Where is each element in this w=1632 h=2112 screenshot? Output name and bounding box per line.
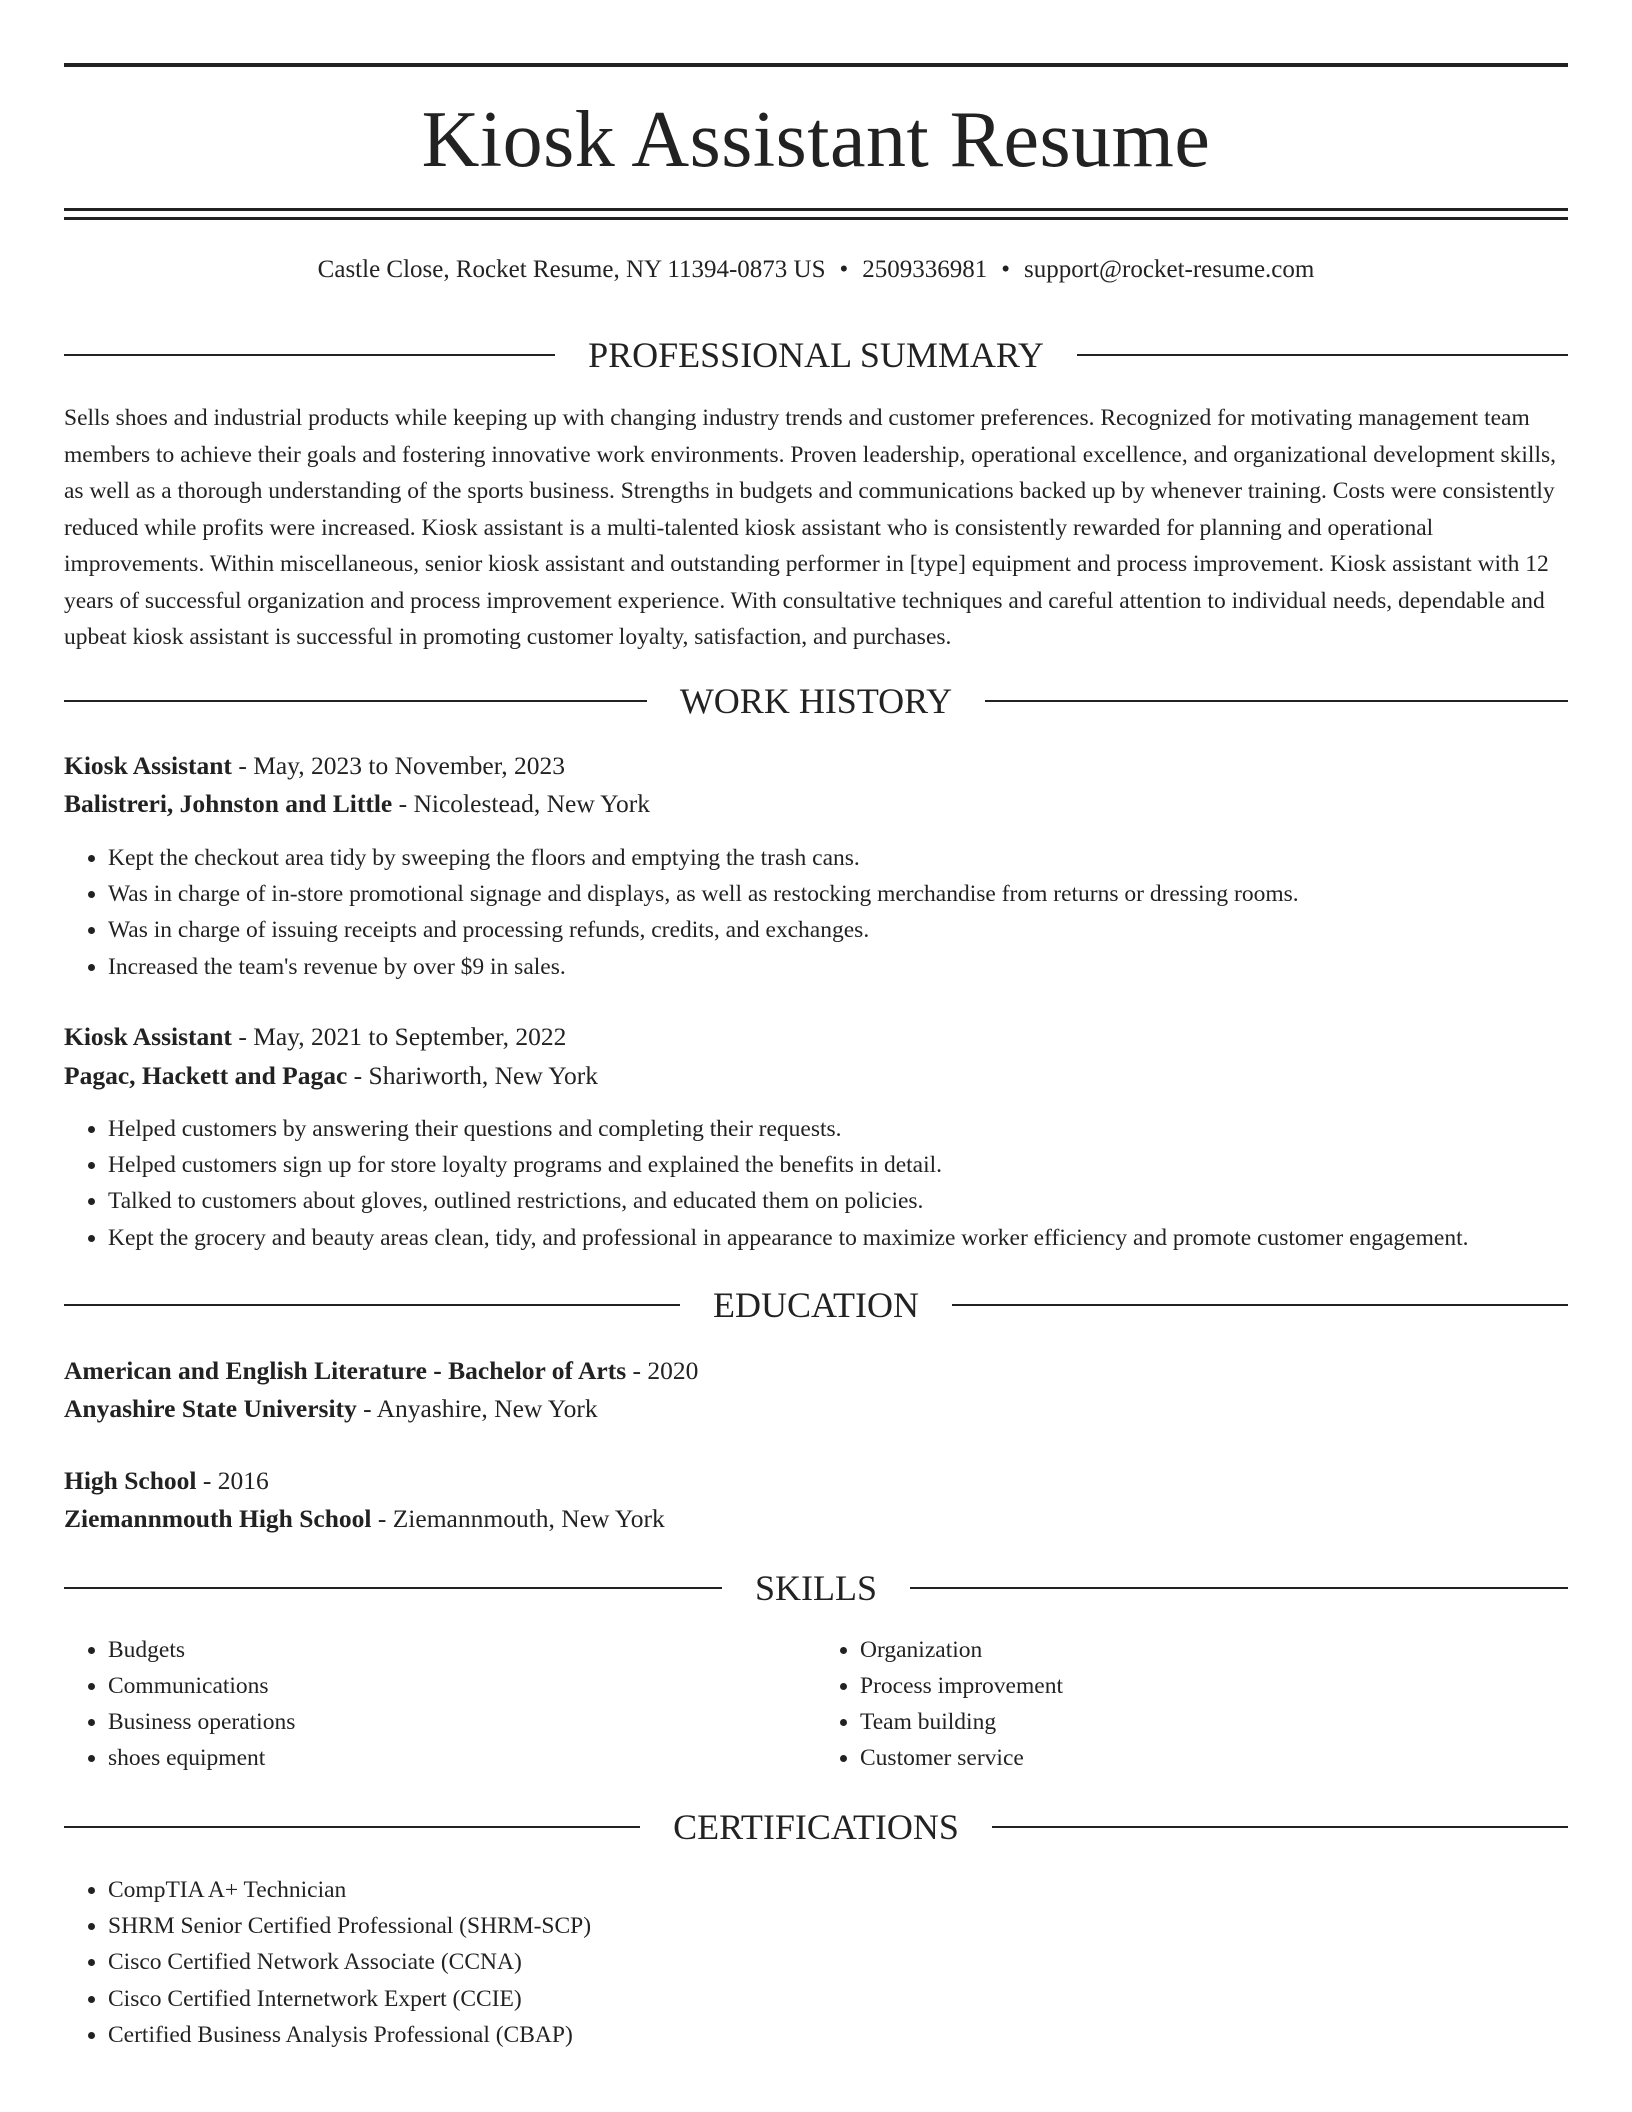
list-item: • Helped customers by answering their questions and completing their requests. bbox=[108, 1111, 1568, 1147]
list-item: • Organization bbox=[860, 1632, 1568, 1668]
job-company-line bbox=[64, 785, 1568, 823]
list-item: • Business operations bbox=[108, 1704, 816, 1740]
list-item: • CompTIA A+ Technician bbox=[108, 1872, 1568, 1908]
list-item: • Talked to customers about gloves, outlined restrictions, and educated them on policies. bbox=[108, 1183, 1568, 1219]
list-item: • Was in charge of in-store promotional signage and displays, as well as restocking merchandise from returns or dressing rooms. bbox=[108, 876, 1568, 912]
title-double-rule bbox=[64, 208, 1568, 220]
education-school-line bbox=[64, 1390, 1568, 1428]
education-location: Anyashire, New York bbox=[376, 1394, 598, 1423]
section-title: PROFESSIONAL SUMMARY bbox=[588, 335, 1044, 375]
education-year: 2016 bbox=[217, 1466, 269, 1495]
heading-rule-left bbox=[64, 1826, 640, 1828]
education-location: Ziemannmouth, New York bbox=[392, 1504, 665, 1533]
heading-rule-right bbox=[992, 1826, 1568, 1828]
certifications-list bbox=[64, 1872, 1568, 2053]
list-item: • SHRM Senior Certified Professional (SHRM-SCP) bbox=[108, 1908, 1568, 1944]
list-item: • Customer service bbox=[860, 1740, 1568, 1776]
dash: - bbox=[231, 1022, 254, 1051]
heading-rule-left bbox=[64, 1304, 680, 1306]
job-title: Kiosk Assistant bbox=[64, 751, 232, 780]
summary-text: Sells shoes and industrial products while keeping up with changing industry trends and customer preferences. Recognized for motivating management team members to achieve their goals and fostering innovative work environments. Proven leadership, operational excellence, and organizational development skills, as well as a thorough understanding of the sports business. Strengths in budgets and communications backed up by whenever training. Costs were consistently reduced while profits were increased. Kiosk assistant is a multi-talented kiosk assistant who is consistently rewarded for planning and operational improvements. Within miscellaneous, senior kiosk assistant and outstanding performer in [type] equipment and process improvement. Kiosk assistant with 12 years of successful organization and process improvement experience. With consultative techniques and careful attention to individual needs, dependable and upbeat kiosk assistant is successful in promoting customer loyalty, satisfaction, and purchases. bbox=[64, 405, 1557, 650]
education-school: Ziemannmouth High School bbox=[64, 1504, 372, 1533]
list-item: • Team building bbox=[860, 1704, 1568, 1740]
section-title: CERTIFICATIONS bbox=[673, 1807, 959, 1847]
dash: - bbox=[356, 1394, 377, 1423]
section-title: WORK HISTORY bbox=[679, 681, 953, 721]
top-rule bbox=[64, 63, 1568, 67]
section-heading-certifications bbox=[64, 1805, 1568, 1849]
education-degree-line bbox=[64, 1352, 1568, 1390]
list-item: • Increased the team's revenue by over $9 in sales. bbox=[108, 949, 1568, 985]
heading-rule-left bbox=[64, 354, 555, 356]
section-title: SKILLS bbox=[755, 1568, 878, 1608]
heading-rule-left bbox=[64, 700, 647, 702]
section-heading-summary bbox=[64, 333, 1568, 377]
contact-email: support@rocket-resume.com bbox=[1024, 256, 1315, 283]
list-item: • Budgets bbox=[108, 1632, 816, 1668]
job-title-line bbox=[64, 1018, 1568, 1056]
page-title: Kiosk Assistant Resume bbox=[421, 96, 1211, 184]
dash: - bbox=[392, 789, 414, 818]
section-heading-skills bbox=[64, 1566, 1568, 1610]
job-company-line bbox=[64, 1057, 1568, 1095]
list-item: • Communications bbox=[108, 1668, 816, 1704]
contact-line bbox=[64, 252, 1568, 288]
job-dates: May, 2023 to November, 2023 bbox=[253, 751, 565, 780]
heading-rule-right bbox=[985, 700, 1568, 702]
contact-separator: • bbox=[839, 256, 849, 283]
skills-grid bbox=[64, 1632, 1568, 1776]
heading-rule-right bbox=[910, 1587, 1568, 1589]
job-bullets bbox=[64, 840, 1568, 985]
heading-rule-left bbox=[64, 1587, 722, 1589]
education-school: Anyashire State University bbox=[64, 1394, 357, 1423]
job-location: Shariworth, New York bbox=[368, 1061, 599, 1090]
dash: - bbox=[231, 751, 254, 780]
section-heading-education bbox=[64, 1283, 1568, 1327]
list-item: • Certified Business Analysis Professional (CBAP) bbox=[108, 2017, 1568, 2053]
dash: - bbox=[626, 1356, 648, 1385]
job-location: Nicolestead, New York bbox=[413, 789, 651, 818]
contact-separator: • bbox=[1001, 256, 1011, 283]
list-item: • Cisco Certified Network Associate (CCNA) bbox=[108, 1944, 1568, 1980]
education-degree: High School bbox=[64, 1466, 197, 1495]
skills-column-left bbox=[64, 1632, 816, 1776]
list-item: • Was in charge of issuing receipts and processing refunds, credits, and exchanges. bbox=[108, 912, 1568, 948]
job-title-line bbox=[64, 747, 1568, 785]
education-year: 2020 bbox=[647, 1356, 699, 1385]
education-school-line bbox=[64, 1500, 1568, 1538]
job-company: Pagac, Hackett and Pagac bbox=[64, 1061, 348, 1090]
dash: - bbox=[371, 1504, 393, 1533]
section-heading-work bbox=[64, 679, 1568, 723]
section-title: EDUCATION bbox=[713, 1285, 919, 1325]
education-degree: American and English Literature - Bachelor of Arts bbox=[64, 1356, 627, 1385]
education-degree-line bbox=[64, 1462, 1568, 1500]
dash: - bbox=[347, 1061, 369, 1090]
list-item: • Cisco Certified Internetwork Expert (CCIE) bbox=[108, 1981, 1568, 2017]
contact-address: Castle Close, Rocket Resume, NY 11394-0873 US bbox=[317, 256, 826, 283]
list-item: • Kept the grocery and beauty areas clean, tidy, and professional in appearance to maximize worker efficiency and promote customer engagement. bbox=[108, 1220, 1568, 1256]
job-company: Balistreri, Johnston and Little bbox=[64, 789, 393, 818]
heading-rule-right bbox=[952, 1304, 1568, 1306]
list-item: • Process improvement bbox=[860, 1668, 1568, 1704]
contact-phone: 2509336981 bbox=[862, 256, 988, 283]
list-item: • shoes equipment bbox=[108, 1740, 816, 1776]
heading-rule-right bbox=[1077, 354, 1568, 356]
job-title: Kiosk Assistant bbox=[64, 1022, 232, 1051]
list-item: • Helped customers sign up for store loyalty programs and explained the benefits in detail. bbox=[108, 1147, 1568, 1183]
job-bullets bbox=[64, 1111, 1568, 1256]
job-dates: May, 2021 to September, 2022 bbox=[253, 1022, 567, 1051]
skills-column-right bbox=[816, 1632, 1568, 1776]
list-item: • Kept the checkout area tidy by sweeping the floors and emptying the trash cans. bbox=[108, 840, 1568, 876]
dash: - bbox=[196, 1466, 218, 1495]
